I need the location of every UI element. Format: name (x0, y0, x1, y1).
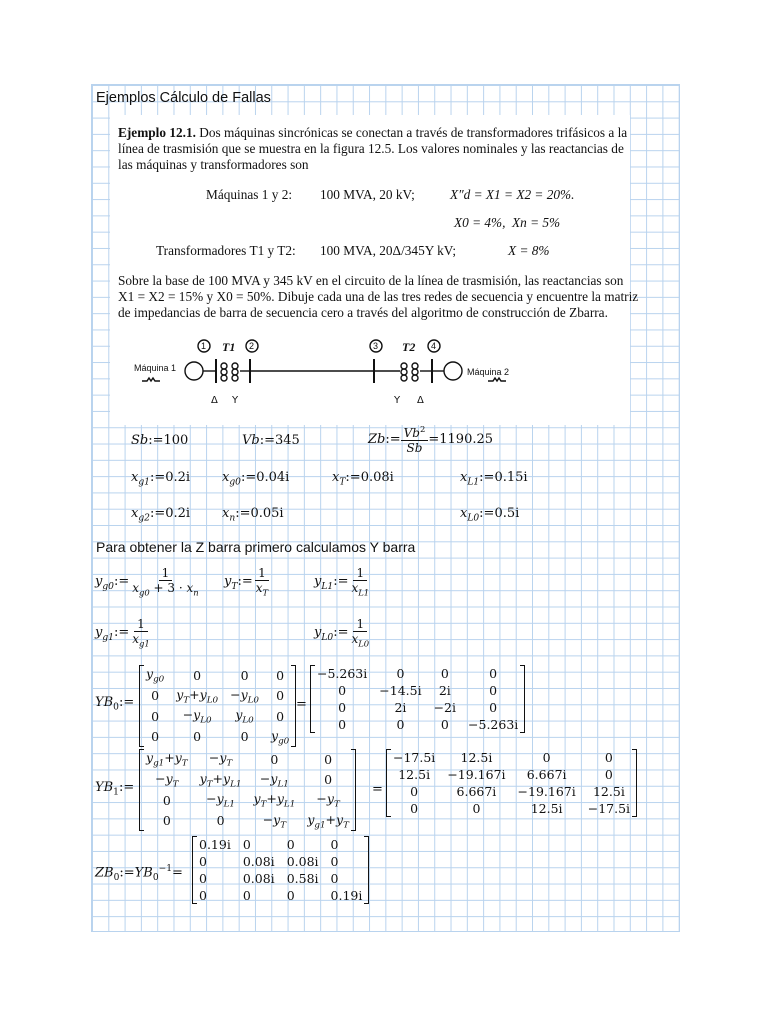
yg0-definition: $y_{g0}:=$ $\frac{1}{x_{g0} + 3 \cdot x_n}$ (95, 566, 199, 598)
matrix-cell: −17.5i (587, 801, 631, 816)
xg2-value: 0.2i (165, 506, 191, 521)
matrix-cell: 12.5i (530, 801, 563, 816)
matrix-cell: 0 (489, 700, 498, 715)
xg0-definition: $x_{g0}:=0.04i$ (222, 470, 290, 488)
vb-value: 345 (275, 433, 300, 448)
machines-reactances: X″d = X1 = X2 = 20%. (450, 187, 575, 202)
bus-4-label: 4 (431, 341, 437, 351)
transformers-reactance: X = 8% (508, 243, 550, 258)
base-line-1: Sobre la base de 100 MVA y 345 kV en el circuito de la línea de trasmisión, las reactancias son (118, 273, 624, 288)
xg1-definition: $x_{g1}:=0.2i$ (131, 470, 191, 488)
section-heading: Para obtener la Z barra primero calculamos Y barra (96, 539, 416, 555)
xg1-value: 0.2i (165, 470, 191, 485)
machines-rating: 100 MVA, 20 kV; (320, 187, 415, 202)
matrix-row (311, 699, 524, 716)
transformers-label: Transformadores T1 y T2: (156, 243, 296, 258)
matrix-cell: 0 (410, 784, 419, 799)
page-title: Ejemplos Cálculo de Fallas (96, 90, 271, 106)
matrix-cell: −19.167i (447, 767, 506, 782)
matrix-cell: 0 (199, 888, 207, 903)
matrix-cell: 0 (338, 717, 347, 732)
matrix-cell: 12.5i (460, 750, 493, 765)
matrix-cell: 12.5i (398, 767, 431, 782)
matrix-cell: 0 (396, 717, 405, 732)
zb0-numeric-matrix (192, 836, 369, 904)
matrix-cell: 0 (330, 854, 339, 869)
matrix-cell: 6.667i (526, 767, 567, 782)
matrix-cell: −17.5i (393, 750, 436, 765)
yb0-symbolic-matrix: $y_{g0}$ 0 0 0 0 $y_T+y_{L0}$ $-y_{L0}$ 0 0 $-y_{L0}$ $y_{L0}$ 0 0 0 0 $y_{g0}$ (139, 665, 296, 747)
matrix-cell: 0 (542, 750, 551, 765)
matrix-cell: 0 (410, 801, 419, 816)
matrix-cell: 0.58i (286, 871, 319, 886)
yb1-symbolic-matrix: $y_{g1}+y_T$ $-y_T$ 0 0 $-y_T$ $y_T+y_{L1}$ $-y_{L1}$ 0 0 $-y_{L1}$ $y_T+y_{L1}$ $-y_T$ 0 0 $-y_T$ $y_{g1}+y_T$ (139, 749, 356, 831)
intro-line-3: las máquinas y transformadores son (118, 157, 309, 172)
transformers-rating: 100 MVA, 20Δ/345Y kV; (320, 243, 457, 258)
machine-1-label: Máquina 1 (134, 363, 177, 373)
yt-definition: $y_T:=$ $\frac{1}{x_T}$ (224, 566, 269, 598)
matrix-cell: 0 (604, 767, 613, 782)
matrix-cell: 6.667i (456, 784, 497, 799)
yb0-numeric-matrix (310, 665, 525, 733)
bus-1-label: 1 (201, 341, 207, 351)
matrix-cell: −5.263i (317, 666, 368, 681)
xl0-value: 0.5i (494, 506, 520, 521)
t2-wye-label: Y (394, 395, 401, 406)
matrix-cell: 0 (199, 854, 207, 869)
xn-value: 0.05i (250, 506, 284, 521)
matrix-cell: 0 (338, 700, 347, 715)
machines-x0: X0 = 4%, (454, 215, 506, 230)
matrix-cell: 12.5i (592, 784, 625, 799)
example-label: Ejemplo 12.1. (118, 125, 196, 140)
matrix-row (193, 887, 368, 904)
t1-wye-label: Y (232, 395, 239, 406)
matrix-row (311, 665, 524, 682)
matrix-cell: 0 (396, 666, 405, 681)
yb1-equals: = (372, 782, 383, 797)
intro-line-1: Dos máquinas sincrónicas se conectan a través de transformadores trifásicos a la (199, 125, 628, 140)
zb0-label: $ZB_0:=YB_0^{-1}=$ (95, 864, 183, 883)
matrix-cell: 0 (440, 717, 449, 732)
matrix-row (311, 716, 524, 733)
example-paragraph (118, 125, 627, 141)
matrix-row (193, 853, 368, 870)
matrix-cell: −5.263i (468, 717, 519, 732)
one-line-diagram (120, 333, 530, 423)
matrix-row (193, 870, 368, 887)
matrix-row (387, 783, 636, 800)
matrix-cell: 0 (338, 683, 347, 698)
xg2-definition: $x_{g2}:=0.2i$ (131, 506, 191, 524)
base-line-2: X1 = X2 = 15% y X0 = 50%. Dibuje cada una de las tres redes de secuencia y encuentre la matriz (118, 289, 639, 304)
yb1-label: $YB_1:=$ (95, 780, 135, 798)
t1-label: T1 (222, 340, 236, 354)
machines-label: Máquinas 1 y 2: (206, 187, 293, 202)
t2-label: T2 (402, 340, 416, 354)
matrix-cell: 0 (604, 750, 613, 765)
xl0-definition: $x_{L0}:=0.5i$ (460, 506, 520, 524)
matrix-cell: 2i (438, 683, 451, 698)
matrix-cell: −14.5i (379, 683, 422, 698)
matrix-cell: −2i (433, 700, 457, 715)
yb0-label: $YB_0:=$ (95, 695, 135, 713)
matrix-cell: 0 (472, 801, 481, 816)
matrix-cell: 0 (330, 871, 339, 886)
matrix-cell: 0 (286, 837, 295, 852)
machines-xn: Xn = 5% (512, 215, 561, 230)
yb0-equals: = (296, 697, 307, 712)
matrix-cell: 0.08i (286, 854, 319, 869)
matrix-row (311, 682, 524, 699)
matrix-row (387, 766, 636, 783)
matrix-cell: 0 (489, 683, 498, 698)
zb-definition: Zb:= $\frac{Vb^2}{Sb}$ =1190.25 (368, 424, 494, 455)
matrix-cell: 2i (394, 700, 407, 715)
matrix-cell: 0 (330, 837, 339, 852)
matrix-cell: 0 (489, 666, 498, 681)
matrix-cell: 0.08i (242, 854, 275, 869)
xn-definition: $x_n:=0.05i$ (222, 506, 284, 524)
xl1-value: 0.15i (494, 470, 528, 485)
base-line-3: de impedancias de barra de secuencia cero a través del algoritmo de construcción de Zbarra. (118, 305, 608, 320)
vb-definition: Vb:=345 (242, 433, 300, 448)
matrix-cell: 0 (242, 888, 251, 903)
matrix-row (387, 800, 636, 817)
matrix-cell: 0.19i (199, 837, 231, 852)
matrix-cell: 0 (286, 888, 295, 903)
matrix-cell: 0 (440, 666, 449, 681)
sb-definition: Sb:=100 (131, 433, 189, 448)
t2-delta-label: Δ (417, 395, 424, 406)
xt-definition: $x_T:=0.08i$ (332, 470, 394, 488)
zb-value: 1190.25 (439, 432, 494, 447)
sb-value: 100 (163, 433, 189, 448)
yl1-definition: $y_{L1}:=$ $\frac{1}{x_{L1}}$ (314, 566, 370, 598)
bus-2-label: 2 (249, 341, 255, 351)
xg0-value: 0.04i (256, 470, 290, 485)
matrix-row (387, 749, 636, 766)
intro-line-2: línea de trasmisión que se muestra en la figura 12.5. Los valores nominales y las reactancias de (118, 141, 624, 156)
bus-3-label: 3 (373, 341, 379, 351)
machine-2-label: Máquina 2 (467, 367, 510, 377)
matrix-cell: −19.167i (517, 784, 576, 799)
xt-value: 0.08i (360, 470, 394, 485)
matrix-cell: 0 (242, 837, 251, 852)
yl0-definition: $y_{L0}:=$ $\frac{1}{x_{L0}}$ (314, 617, 370, 649)
textbook-excerpt (110, 115, 639, 425)
matrix-cell: 0 (199, 871, 207, 886)
matrix-cell: 0.19i (330, 888, 363, 903)
t1-delta-label: Δ (211, 395, 218, 406)
yg1-definition: $y_{g1}:=$ $\frac{1}{x_{g1}}$ (95, 617, 150, 649)
xl1-definition: $x_{L1}:=0.15i$ (460, 470, 528, 488)
matrix-row (193, 836, 368, 853)
yb1-numeric-matrix (386, 749, 637, 817)
matrix-cell: 0.08i (242, 871, 275, 886)
